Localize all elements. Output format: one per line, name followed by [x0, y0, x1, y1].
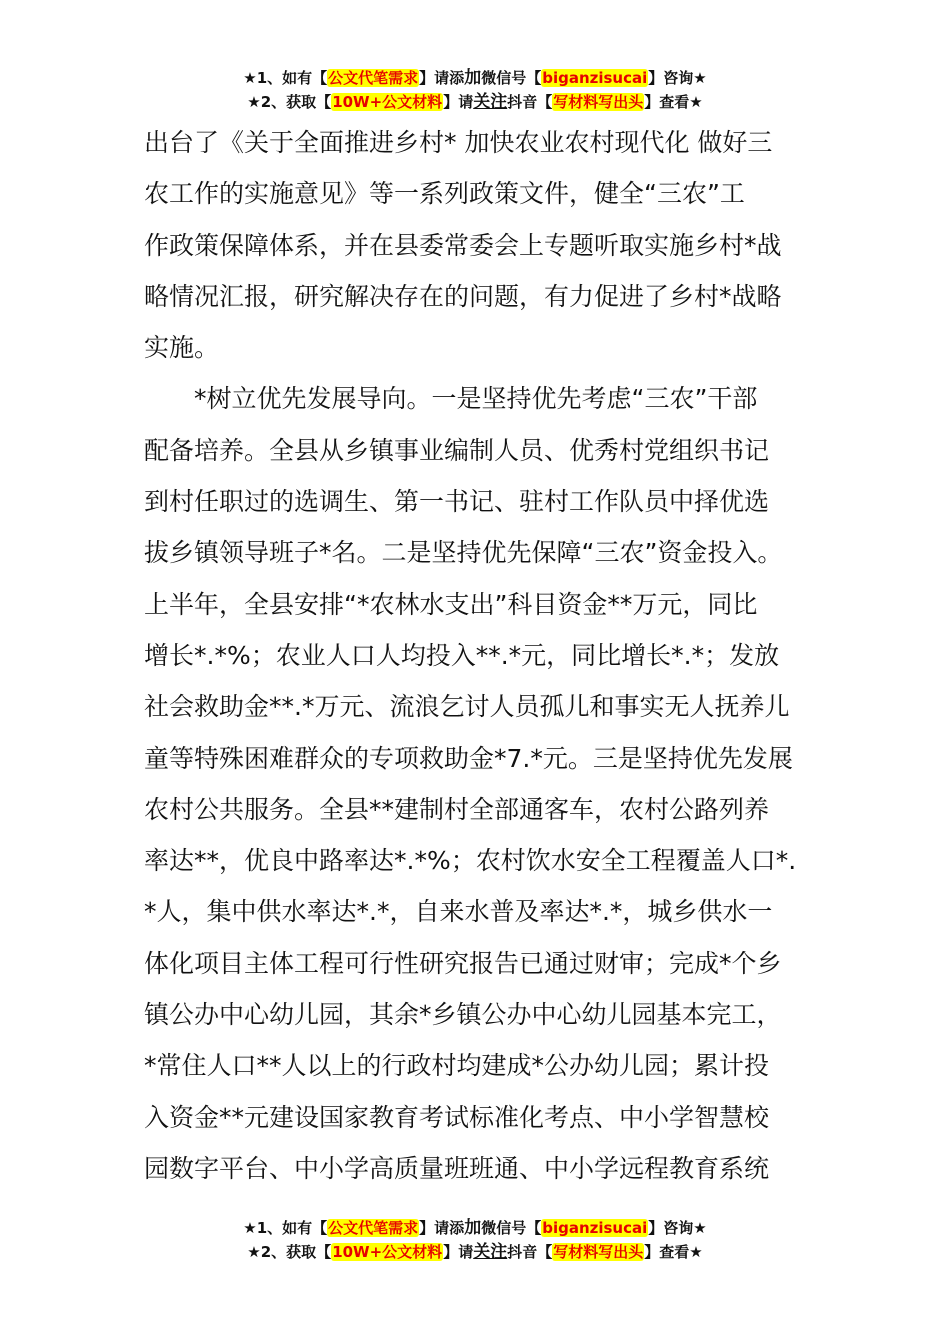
banner-text: 】查看★: [644, 93, 703, 111]
banner-text: 】咨询★: [648, 69, 707, 87]
douyin-account-highlight: 写材料写出头: [553, 1243, 644, 1261]
body-line: 率达**，优良中路率达*.*%；农村饮水安全工程覆盖人口*.: [144, 846, 797, 876]
banner-text: 微信号【: [481, 69, 542, 87]
body-line: 出台了《关于全面推进乡村* 加快农业农村现代化 做好三: [144, 128, 773, 157]
banner-line-1: [0, 1216, 950, 1240]
body-line: 农工作的实施意见》等一系列政策文件，健全“三农”工: [144, 179, 745, 209]
banner-text: 】请添: [419, 1219, 465, 1237]
body-line: 略情况汇报，研究解决存在的问题，有力促进了乡村*战略: [144, 281, 782, 311]
banner-line-2: [0, 90, 950, 114]
banner-highlight: 10W+公文材料: [332, 93, 443, 111]
banner-text: 】请: [443, 1243, 474, 1261]
top-banner: [0, 66, 950, 114]
banner-highlight: 10W+公文材料: [332, 1243, 443, 1261]
banner-text: 关注: [473, 92, 508, 112]
body-line: 拔乡镇领导班子*名。二是坚持优先保障“三农”资金投入。: [144, 538, 783, 568]
body-line: *树立优先发展导向。一是坚持优先考虑“三农”干部: [144, 384, 758, 414]
banner-text: 】请: [443, 93, 474, 111]
banner-text: 抖音【: [507, 1243, 553, 1261]
banner-text: ★1、如有【: [243, 69, 328, 87]
body-line: 增长*.*%；农业人口人均投入**.*元，同比增长*.*；发放: [144, 640, 780, 670]
body-line: 镇公办中心幼儿园，其余*乡镇公办中心幼儿园基本完工，: [144, 1000, 782, 1030]
banner-text: ★1、如有【: [243, 1219, 328, 1237]
banner-text: 抖音【: [507, 93, 553, 111]
body-line: 童等特殊困难群众的专项救助金*7.*元。三是坚持优先发展: [144, 743, 793, 773]
banner-text: 加: [464, 1218, 482, 1238]
body-line: *人，集中供水率达*.*，自来水普及率达*.*，城乡供水一: [144, 897, 773, 927]
body-line: 上半年，全县安排“*农林水支出”科目资金**万元，同比: [144, 589, 758, 619]
banner-text: 关注: [473, 1242, 508, 1262]
banner-text: ★2、获取【: [247, 1243, 332, 1261]
body-line: 配备培养。全县从乡镇事业编制人员、优秀村党组织书记: [144, 435, 770, 465]
body-line: 作政策保障体系，并在县委常委会上专题听取实施乡村*战: [144, 230, 782, 260]
wechat-id-highlight: biganzisucai: [542, 1219, 648, 1237]
document-body: [144, 117, 812, 1194]
body-line: 农村公共服务。全县**建制村全部通客车，农村公路列养: [144, 794, 770, 824]
body-line: 入资金**元建设国家教育考试标准化考点、中小学智慧校: [144, 1102, 770, 1132]
body-line: 到村任职过的选调生、第一书记、驻村工作队员中择优选: [144, 487, 770, 517]
banner-line-1: [0, 66, 950, 90]
banner-text: 】查看★: [644, 1243, 703, 1261]
banner-highlight: 公文代笔需求: [328, 69, 419, 87]
body-line: 实施。: [144, 333, 220, 363]
banner-highlight: 公文代笔需求: [328, 1219, 419, 1237]
body-line: 社会救助金**.*万元、流浪乞讨人员孤儿和事实无人抚养儿: [144, 692, 790, 722]
banner-text: 微信号【: [481, 1219, 542, 1237]
banner-text: ★2、获取【: [247, 93, 332, 111]
body-line: 园数字平台、中小学高质量班班通、中小学远程教育系统: [144, 1153, 770, 1183]
banner-text: 】请添: [419, 69, 465, 87]
wechat-id-highlight: biganzisucai: [542, 69, 648, 87]
bottom-banner: [0, 1216, 950, 1264]
banner-text: 加: [464, 68, 482, 88]
banner-text: 】咨询★: [648, 1219, 707, 1237]
body-line: *常住人口**人以上的行政村均建成*公办幼儿园；累计投: [144, 1051, 770, 1081]
douyin-account-highlight: 写材料写出头: [553, 93, 644, 111]
body-line: 体化项目主体工程可行性研究报告已通过财审；完成*个乡: [144, 948, 782, 978]
banner-line-2: [0, 1240, 950, 1264]
